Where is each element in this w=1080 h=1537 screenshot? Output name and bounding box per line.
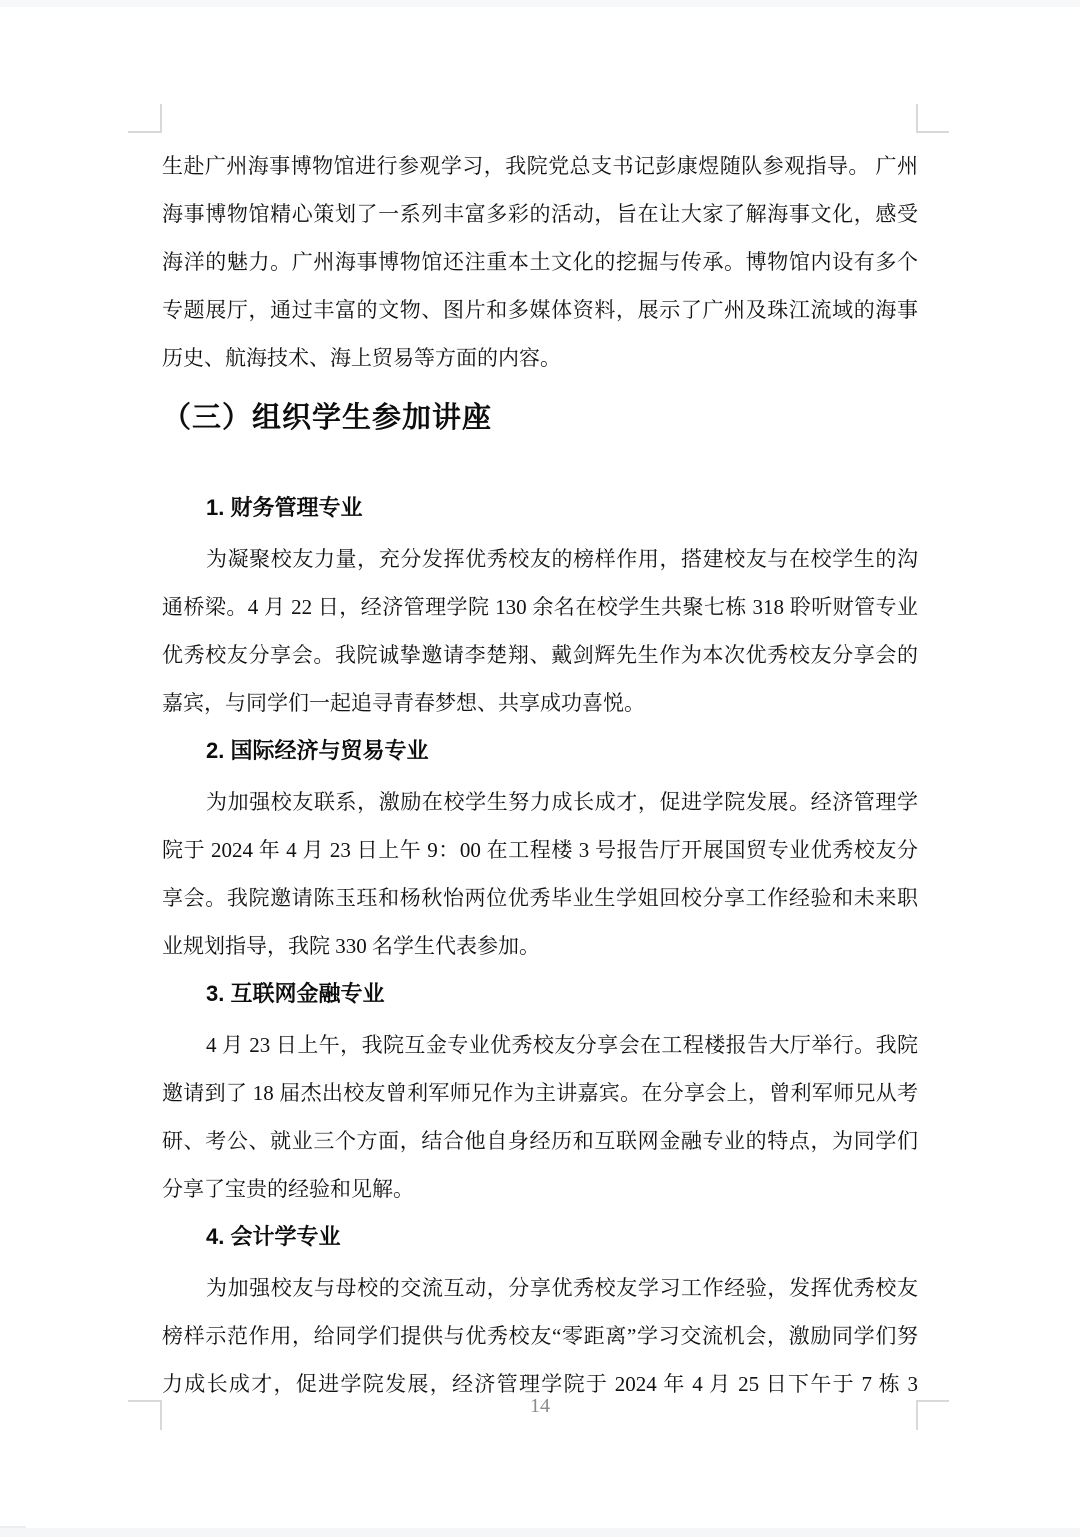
paragraph	[162, 1021, 918, 1213]
subsection-heading: 3. 互联网金融专业	[206, 981, 385, 1006]
paragraph	[162, 1264, 918, 1408]
page-number: 14	[530, 1395, 550, 1417]
body-line: 生赴广州海事博物馆进行参观学习，我院党总支书记彭康煜随队参观指导。 广州	[162, 154, 918, 178]
section-heading: （三）组织学生参加讲座	[162, 402, 493, 434]
body-line: 为加强校友联系，激励在校学生努力成长成才，促进学院发展。经济管理学	[206, 790, 918, 814]
body-line: 研、考公、就业三个方面，结合他自身经历和互联网金融专业的特点，为同学们	[162, 1129, 918, 1153]
body-line: 海洋的魅力。广州海事博物馆还注重本土文化的挖掘与传承。博物馆内设有多个	[162, 250, 918, 274]
body-line: 院于 2024 年 4 月 23 日上午 9：00 在工程楼 3 号报告厅开展国贸专业优秀校友分	[162, 838, 918, 862]
body-line: 为凝聚校友力量，充分发挥优秀校友的榜样作用，搭建校友与在校学生的沟	[206, 547, 918, 571]
body-line: 历史、航海技术、海上贸易等方面的内容。	[162, 346, 561, 370]
body-line: 榜样示范作用，给同学们提供与优秀校友“零距离”学习交流机会，激励同学们努	[162, 1324, 918, 1348]
page-corner-mark-top-left	[128, 104, 162, 133]
top-edge-strip	[0, 0, 1080, 7]
paragraph	[162, 142, 918, 382]
subsection-heading: 1. 财务管理专业	[206, 495, 363, 520]
body-line: 专题展厅，通过丰富的文物、图片和多媒体资料，展示了广州及珠江流域的海事	[162, 298, 918, 322]
paragraph	[162, 535, 918, 727]
body-line: 通桥梁。4 月 22 日，经济管理学院 130 余名在校学生共聚七栋 318 聆听财管专业	[162, 595, 918, 619]
body-line: 为加强校友与母校的交流互动，分享优秀校友学习工作经验，发挥优秀校友	[206, 1276, 918, 1300]
paragraph	[162, 778, 918, 970]
body-line: 邀请到了 18 届杰出校友曾利军师兄作为主讲嘉宾。在分享会上，曾利军师兄从考	[162, 1081, 918, 1105]
document-content	[162, 142, 918, 1408]
body-line: 嘉宾，与同学们一起追寻青春梦想、共享成功喜悦。	[162, 691, 645, 715]
body-line: 力成长成才，促进学院发展，经济管理学院于 2024 年 4 月 25 日下午于 7 栋 3	[162, 1372, 918, 1396]
body-line: 分享了宝贵的经验和见解。	[162, 1177, 414, 1201]
subsection-heading: 4. 会计学专业	[206, 1224, 341, 1249]
body-line: 海事博物馆精心策划了一系列丰富多彩的活动，旨在让大家了解海事文化，感受	[162, 202, 918, 226]
bottom-edge-strip	[0, 1528, 1080, 1537]
body-line: 业规划指导，我院 330 名学生代表参加。	[162, 934, 540, 958]
body-line: 优秀校友分享会。我院诚挚邀请李楚翔、戴剑辉先生作为本次优秀校友分享会的	[162, 643, 918, 667]
subsection-heading: 2. 国际经济与贸易专业	[206, 738, 429, 763]
page-corner-mark-top-right	[916, 104, 949, 133]
body-line: 4 月 23 日上午，我院互金专业优秀校友分享会在工程楼报告大厅举行。我院	[206, 1033, 918, 1057]
body-line: 享会。我院邀请陈玉珏和杨秋怡两位优秀毕业生学姐回校分享工作经验和未来职	[162, 886, 918, 910]
